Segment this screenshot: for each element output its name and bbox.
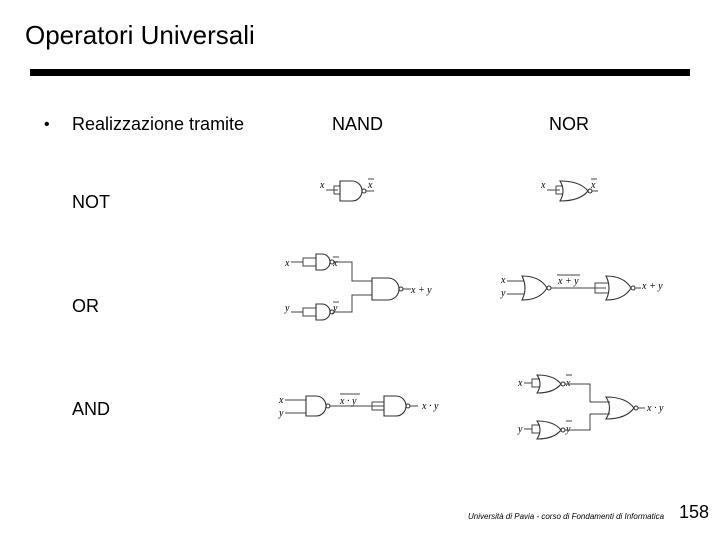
input-x: x xyxy=(279,395,284,406)
output-or: x + y xyxy=(411,285,432,296)
output-and: x · y xyxy=(422,401,439,412)
nor-output-label: x + y xyxy=(558,276,579,287)
page-number: 158 xyxy=(679,502,710,522)
output-not-x: x xyxy=(368,180,373,191)
page-title: Operatori Universali xyxy=(25,20,255,50)
input-x: x xyxy=(518,378,523,389)
nand-output-label: x · y xyxy=(340,396,357,407)
or-via-nor xyxy=(500,275,663,300)
nand-gate-1 xyxy=(306,396,326,416)
nor-gate xyxy=(560,181,588,201)
inv-x-label: x xyxy=(566,378,571,389)
input-y: y xyxy=(279,408,284,419)
inv-y-label: y xyxy=(566,424,571,435)
and-via-nor xyxy=(517,375,664,439)
row-or: OR xyxy=(72,296,99,316)
nor-gate-x xyxy=(537,375,561,393)
nand-gate-2 xyxy=(384,396,406,416)
input-x: x xyxy=(320,180,325,191)
column-nor: NOR xyxy=(549,114,589,134)
input-x: x xyxy=(541,180,546,191)
row-not: NOT xyxy=(72,192,110,212)
footer-course: Università di Pavia - corso di Fondamenti di Informatica xyxy=(468,512,665,521)
and-via-nand xyxy=(278,394,439,419)
not-via-nor xyxy=(540,179,598,201)
nor-gate-final xyxy=(606,397,634,419)
nand-gate-final xyxy=(372,278,399,300)
not-via-nand xyxy=(319,179,374,201)
output-not-x: x xyxy=(591,180,596,191)
row-and: AND xyxy=(72,399,111,419)
column-nand: NAND xyxy=(332,114,384,134)
input-x: x xyxy=(285,258,290,269)
output-or: x + y xyxy=(642,281,663,292)
input-y: y xyxy=(285,303,290,314)
input-y: y xyxy=(501,288,506,299)
or-via-nand xyxy=(284,254,432,320)
nor-gate-2 xyxy=(606,276,631,300)
nand-gate-y xyxy=(316,304,330,320)
bullet: • xyxy=(44,116,50,133)
nor-gate-y xyxy=(537,421,561,439)
inv-y-label: y xyxy=(333,303,338,314)
input-y: y xyxy=(518,424,523,435)
nand-gate-x xyxy=(316,254,330,270)
heading-realizzazione: Realizzazione tramite xyxy=(72,114,245,134)
nor-gate-1 xyxy=(522,276,547,300)
input-x: x xyxy=(501,275,506,286)
inv-x-label: x xyxy=(333,258,338,269)
output-and: x · y xyxy=(647,403,664,414)
nand-gate xyxy=(340,181,362,201)
